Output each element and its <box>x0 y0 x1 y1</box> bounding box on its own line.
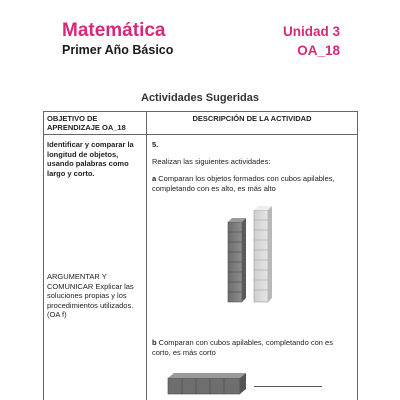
part-a: a Comparan los objetos formados con cubos apilables, completando con es alto, es más alto <box>152 174 335 193</box>
table-column-divider <box>146 111 147 400</box>
light-cube-tower <box>254 206 272 302</box>
table-header-divider <box>43 134 358 135</box>
stacked-cubes-towers-image <box>220 200 280 312</box>
part-b-letter: b <box>152 338 157 347</box>
unit-label: Unidad 3 <box>282 24 340 39</box>
activity-number: 5. <box>152 140 159 149</box>
table-left-border <box>43 111 44 400</box>
objective-text: Identificar y comparar la longitud de objetos, usando palabras como largo y corto. <box>47 140 134 178</box>
col2-header: DESCRIPCIÓN DE LA ACTIVIDAD <box>192 114 312 123</box>
part-a-letter: a <box>152 174 157 183</box>
dark-cube-tower <box>228 218 246 302</box>
horizontal-cube-bar-image <box>166 370 248 396</box>
table-right-border <box>357 111 358 400</box>
section-title: Actividades Sugeridas <box>141 92 259 104</box>
col1-header: OBJETIVO DE APRENDIZAJE OA_18 <box>47 114 126 132</box>
oa-code: OA_18 <box>297 43 340 58</box>
grade-subtitle: Primer Año Básico <box>62 43 174 57</box>
activity-intro: Realizan las siguientes actividades: <box>152 157 271 166</box>
table-top-border <box>43 111 358 112</box>
answer-blank-line[interactable] <box>254 386 322 387</box>
subject-title: Matemática <box>62 20 166 41</box>
skill-text: ARGUMENTAR Y COMUNICAR Explicar las soluciones propias y los procedimientos utilizados. (OA f) <box>47 272 134 320</box>
part-b: b Comparan con cubos apilables, completando con es corto, es más corto <box>152 338 333 357</box>
